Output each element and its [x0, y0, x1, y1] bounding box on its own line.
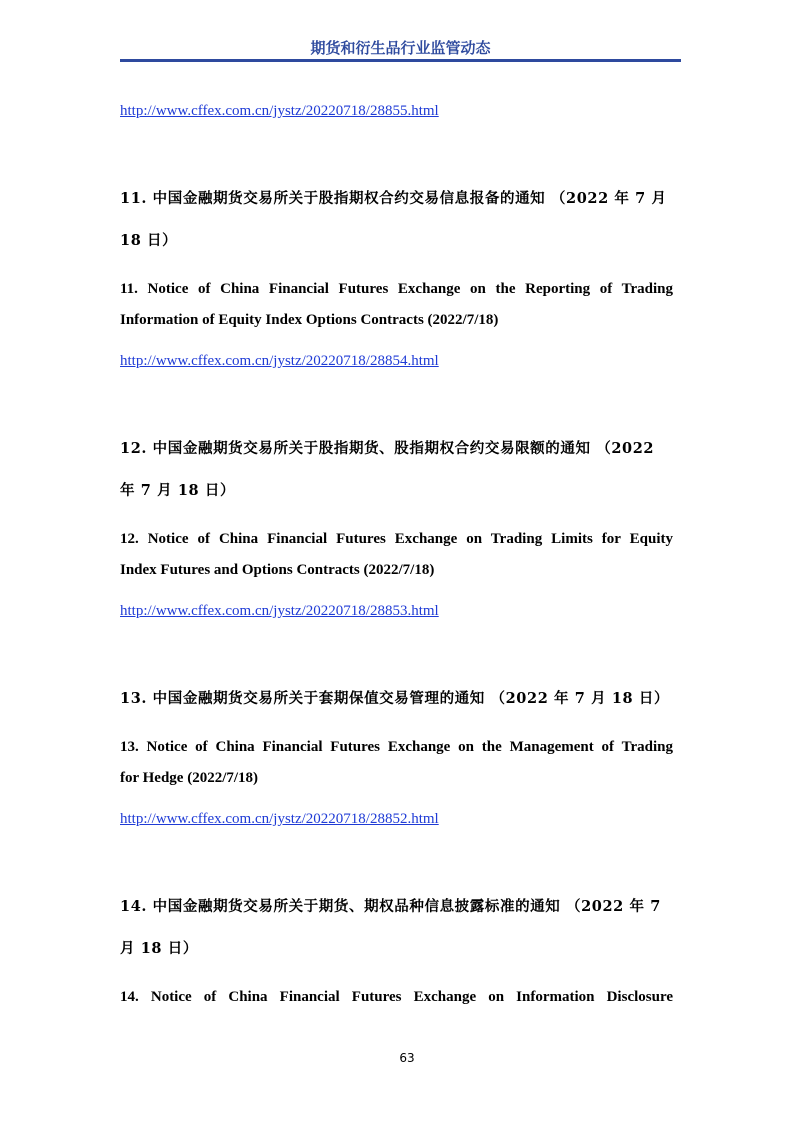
item-11-title-en-line2: Information of Equity Index Options Contracts (2022/7/18): [120, 312, 499, 328]
item-13-title-en-line1: 13. Notice of China Financial Futures Exchange on the Management of Trading: [120, 739, 673, 755]
item-11-title-en-line1: 11. Notice of China Financial Futures Exchange on the Reporting of Trading: [120, 281, 673, 297]
page-header-title: 期货和衍生品行业监管动态: [310, 39, 491, 57]
item-11-title-cn-line2: 18 日）: [120, 232, 178, 249]
item-14-title-en-line1: 14. Notice of China Financial Futures Exchange on Information Disclosure: [120, 989, 673, 1005]
item-13-title-en-line2: for Hedge (2022/7/18): [120, 770, 259, 786]
page-number: 63: [399, 1051, 415, 1065]
item-11-title-cn-line1: 11. 中国金融期货交易所关于股指期权合约交易信息报备的通知 （2022 年 7 月: [120, 190, 667, 207]
item-12-title-cn-line1: 12. 中国金融期货交易所关于股指期货、股指期权合约交易限额的通知 （2022: [120, 440, 655, 457]
notice-link-28852[interactable]: http://www.cffex.com.cn/jystz/20220718/28852.html: [120, 811, 439, 827]
notice-link-28855[interactable]: http://www.cffex.com.cn/jystz/20220718/28855.html: [120, 103, 439, 119]
header-divider: [120, 59, 681, 62]
item-12-title-en-line2: Index Futures and Options Contracts (2022/7/18): [120, 562, 435, 578]
notice-link-28854[interactable]: http://www.cffex.com.cn/jystz/20220718/28854.html: [120, 353, 439, 369]
item-12-title-cn-line2: 年 7 月 18 日）: [120, 482, 236, 499]
notice-link-28853[interactable]: http://www.cffex.com.cn/jystz/20220718/28853.html: [120, 603, 439, 619]
item-13-title-cn-line1: 13. 中国金融期货交易所关于套期保值交易管理的通知 （2022 年 7 月 18 日）: [120, 690, 670, 707]
item-14-title-cn-line1: 14. 中国金融期货交易所关于期货、期权品种信息披露标准的通知 （2022 年 7: [120, 898, 661, 915]
item-14-title-cn-line2: 月 18 日）: [120, 940, 198, 957]
item-12-title-en-line1: 12. Notice of China Financial Futures Exchange on Trading Limits for Equity: [120, 531, 673, 547]
